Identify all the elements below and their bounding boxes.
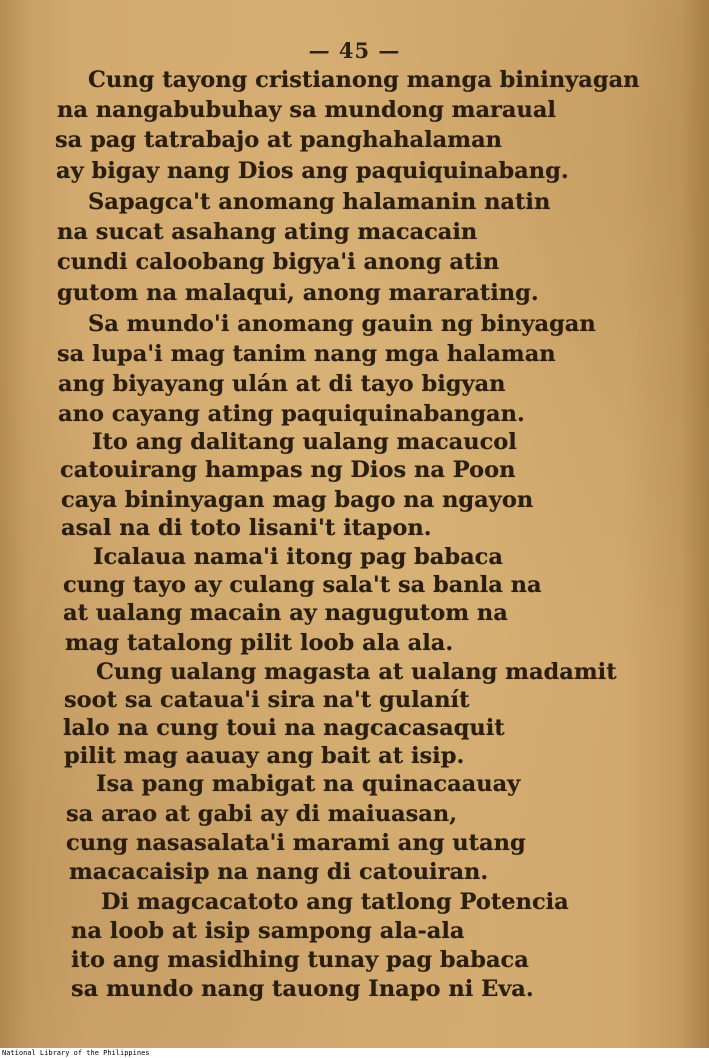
text-line: na sucat asahang ating macacain	[57, 219, 478, 245]
text-line: Isa pang mabigat na quinacaauay	[96, 771, 521, 797]
text-line: Cung tayong cristianong manga bininyagan	[88, 67, 640, 93]
text-line: Cung ualang magasta at ualang madamit	[96, 659, 617, 685]
text-line: ay bigay nang Dios ang paquiquinabang.	[56, 158, 569, 184]
text-line: macacaisip na nang di catouiran.	[69, 859, 489, 885]
text-line: Icalaua nama'i itong pag babaca	[93, 544, 503, 570]
text-line: cung tayo ay culang sala't sa banla na	[63, 572, 542, 598]
text-line: at ualang macain ay nagugutom na	[63, 600, 508, 626]
footer-credit: National Library of the Philippines	[2, 1049, 150, 1057]
text-line: gutom na malaqui, anong mararating.	[57, 280, 539, 306]
text-line: Ito ang dalitang ualang macaucol	[92, 429, 517, 455]
text-line: lalo na cung toui na nagcacasaquit	[63, 715, 505, 741]
text-line: Sapagca't anomang halamanin natin	[88, 189, 551, 215]
text-line: asal na di toto lisani't itapon.	[61, 515, 432, 541]
text-line: soot sa cataua'i sira na't gulanít	[64, 687, 470, 713]
text-line: ano cayang ating paquiquinabangan.	[58, 401, 525, 427]
text-line: catouirang hampas ng Dios na Poon	[60, 457, 516, 483]
text-line: mag tatalong pilit loob ala ala.	[65, 630, 454, 656]
text-line: cung nasasalata'i marami ang utang	[66, 830, 526, 856]
text-line: ang biyayang ulán at di tayo bigyan	[58, 371, 506, 397]
text-line: ito ang masidhing tunay pag babaca	[71, 947, 529, 973]
text-line: Di magcacatoto ang tatlong Potencia	[101, 889, 569, 915]
text-line: sa arao at gabi ay di maiuasan,	[66, 801, 458, 827]
page-number: — 45 —	[308, 38, 401, 63]
text-line: sa lupa'i mag tanim nang mga halaman	[57, 341, 556, 367]
text-line: cundi caloobang bigya'i anong atin	[57, 249, 500, 275]
text-line: Sa mundo'i anomang gauin ng binyagan	[88, 311, 596, 337]
text-line: pilit mag aauay ang bait at isip.	[64, 743, 465, 769]
text-line: sa pag tatrabajo at panghahalaman	[55, 127, 503, 153]
text-line: na loob at isip sampong ala-ala	[71, 918, 465, 944]
text-line: na nangabubuhay sa mundong maraual	[57, 97, 556, 123]
text-line: sa mundo nang tauong Inapo ni Eva.	[71, 976, 534, 1002]
text-line: caya bininyagan mag bago na ngayon	[61, 487, 534, 513]
